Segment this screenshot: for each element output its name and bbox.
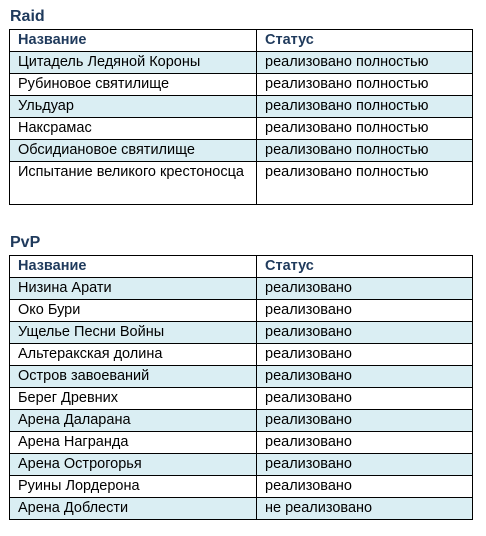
table-row — [10, 52, 473, 74]
pvp-section-title: PvP — [10, 234, 41, 251]
table-row — [10, 432, 473, 454]
raid-name-cell: Наксрамас — [10, 118, 257, 140]
pvp-status-cell: реализовано — [257, 278, 473, 300]
table-row — [10, 300, 473, 322]
raid-section — [9, 7, 472, 205]
pvp-name-cell: Арена Награнда — [10, 432, 257, 454]
table-row — [10, 162, 473, 205]
pvp-name-cell: Арена Даларана — [10, 410, 257, 432]
pvp-table — [9, 255, 473, 520]
raid-name-cell: Обсидиановое святилище — [10, 140, 257, 162]
table-row — [10, 118, 473, 140]
pvp-name-cell: Остров завоеваний — [10, 366, 257, 388]
raid-status-cell: реализовано полностью — [257, 74, 473, 96]
table-row — [10, 366, 473, 388]
table-row — [10, 96, 473, 118]
table-row — [10, 278, 473, 300]
raid-name-cell: Рубиновое святилище — [10, 74, 257, 96]
pvp-status-cell: реализовано — [257, 476, 473, 498]
raid-status-cell: реализовано полностью — [257, 162, 473, 205]
raid-name-cell: Цитадель Ледяной Короны — [10, 52, 257, 74]
table-row — [10, 74, 473, 96]
column-header-status: Статус — [257, 30, 473, 52]
table-header-row — [10, 30, 473, 52]
pvp-name-cell: Берег Древних — [10, 388, 257, 410]
pvp-status-cell: реализовано — [257, 366, 473, 388]
column-header-name: Название — [10, 256, 257, 278]
pvp-name-cell: Арена Острогорья — [10, 454, 257, 476]
pvp-name-cell: Альтеракская долина — [10, 344, 257, 366]
raid-name-cell: Испытание великого крестоносца — [10, 162, 257, 205]
pvp-status-cell: реализовано — [257, 322, 473, 344]
pvp-section — [9, 233, 472, 520]
pvp-name-cell: Арена Доблести — [10, 498, 257, 520]
raid-status-cell: реализовано полностью — [257, 118, 473, 140]
table-row — [10, 322, 473, 344]
pvp-status-cell: реализовано — [257, 388, 473, 410]
raid-section-title: Raid — [10, 8, 45, 25]
pvp-status-cell: реализовано — [257, 410, 473, 432]
table-header-row — [10, 256, 473, 278]
pvp-name-cell: Низина Арати — [10, 278, 257, 300]
table-row — [10, 476, 473, 498]
table-row — [10, 410, 473, 432]
table-row — [10, 388, 473, 410]
raid-status-cell: реализовано полностью — [257, 140, 473, 162]
raid-status-cell: реализовано полностью — [257, 96, 473, 118]
table-row — [10, 344, 473, 366]
column-header-name: Название — [10, 30, 257, 52]
column-header-status: Статус — [257, 256, 473, 278]
table-row — [10, 498, 473, 520]
pvp-status-cell: не реализовано — [257, 498, 473, 520]
raid-name-cell: Ульдуар — [10, 96, 257, 118]
pvp-status-cell: реализовано — [257, 344, 473, 366]
table-row — [10, 140, 473, 162]
table-row — [10, 454, 473, 476]
raid-status-cell: реализовано полностью — [257, 52, 473, 74]
pvp-status-cell: реализовано — [257, 300, 473, 322]
raid-table — [9, 29, 473, 205]
pvp-status-cell: реализовано — [257, 454, 473, 476]
pvp-name-cell: Око Бури — [10, 300, 257, 322]
pvp-status-cell: реализовано — [257, 432, 473, 454]
pvp-name-cell: Ущелье Песни Войны — [10, 322, 257, 344]
pvp-name-cell: Руины Лордерона — [10, 476, 257, 498]
